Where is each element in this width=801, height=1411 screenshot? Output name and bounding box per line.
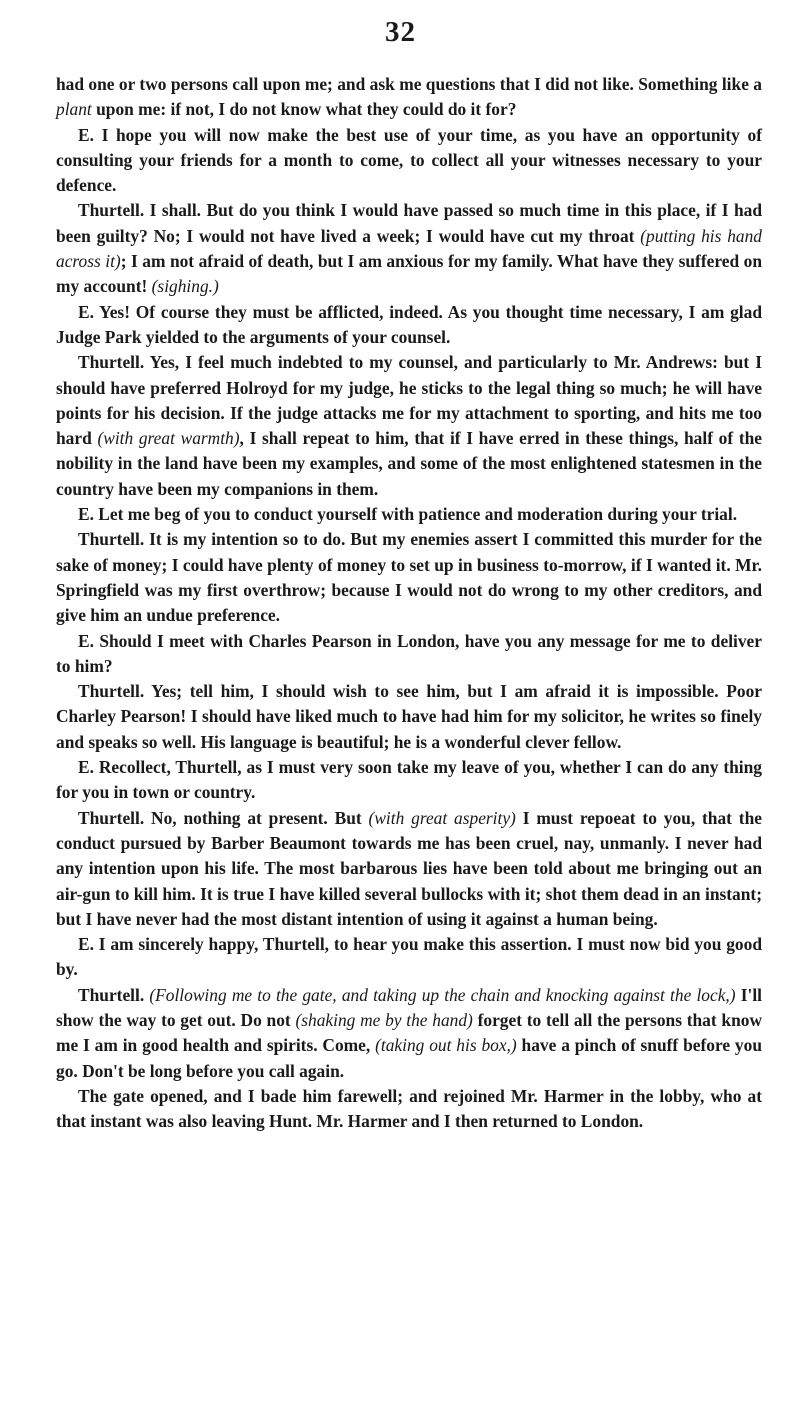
text-run: The gate opened, and I bade him farewell; and rejoined Mr. Harmer in the lobby, who at that instant was also leaving Hunt. Mr. Harmer and I then returned to London. bbox=[56, 1085, 762, 1132]
paragraph bbox=[56, 502, 762, 527]
text-run: have a pinch of snuff before you go. Don't be long before you call again. bbox=[56, 1035, 762, 1081]
stage-direction: plant bbox=[56, 99, 92, 120]
stage-direction: (Following me to the gate, and taking up the chain and knocking against the lock,) bbox=[149, 984, 736, 1005]
text-run: ; I am not afraid of death, but I am anxious for my family. What have they suffered on my account! bbox=[56, 251, 762, 297]
page-number: 32 bbox=[385, 16, 416, 48]
text-run: I must repoeat to you, that the conduct pursued by Barber Beaumont towards me has been cruel, nay, unmanly. I never had any intention upon his life. The most barbarous lies have been told about me bringing out an air-gun to kill him. It is true I have killed several bullocks with it; shot them dead in an instant; but I have never had the most distant intention of using it against a human being. bbox=[56, 807, 762, 929]
text-run: E. Recollect, Thurtell, as I must very soon take my leave of you, whether I can do any thing for you in town or country. bbox=[56, 757, 762, 803]
text-run: E. Let me beg of you to conduct yourself with patience and moderation during your trial. bbox=[78, 504, 738, 525]
paragraph bbox=[56, 300, 762, 351]
stage-direction: (with great asperity) bbox=[368, 807, 516, 828]
stage-direction: (shaking me by the hand) bbox=[295, 1009, 473, 1030]
text-run: I'll show the way to get out. Do not bbox=[56, 984, 762, 1030]
paragraph bbox=[56, 123, 762, 199]
paragraph bbox=[56, 932, 762, 983]
text-run: Thurtell. It is my intention so to do. But my enemies assert I committed this murder for the sake of money; I could have plenty of money to set up in business to-morrow, if I wanted it. Mr. Springfield was my first overthrow; because I would not do wrong to my other creditors, and give him an undue preference. bbox=[56, 529, 762, 626]
text-run: Thurtell. I shall. But do you think I would have passed so much time in this place, if I had been guilty? No; I would not have lived a week; I would have cut my throat bbox=[56, 200, 762, 246]
stage-direction: (taking out his box,) bbox=[375, 1035, 517, 1056]
text-run: Thurtell. No, nothing at present. But bbox=[78, 807, 369, 828]
body-text bbox=[56, 72, 762, 1134]
text-run: E. Should I meet with Charles Pearson in London, have you any message for me to deliver to him? bbox=[56, 630, 762, 676]
stage-direction: (sighing.) bbox=[151, 276, 219, 297]
stage-direction: (putting his hand across it) bbox=[56, 225, 762, 272]
text-run: forget to tell all the persons that know me I am in good health and spirits. Come, bbox=[56, 1009, 763, 1056]
text-run: , I shall repeat to him, that if I have erred in these things, half of the nobility in the land have been my examples, and some of the most enlightened statesmen in the country have been my companions in them. bbox=[56, 428, 763, 499]
paragraph bbox=[56, 983, 762, 1084]
text-run: E. I am sincerely happy, Thurtell, to hear you make this assertion. I must now bid you good by. bbox=[56, 934, 762, 980]
text-run: E. I hope you will now make the best use of your time, as you have an opportunity of consulting your friends for a month to come, to collect all your witnesses necessary to your defence. bbox=[56, 124, 762, 196]
text-run: Thurtell. Yes, I feel much indebted to my counsel, and particularly to Mr. Andrews: but I should have preferred Holroyd for my judge, he sticks to the legal thing so much; he will have points for his decision. If the judge attacks me for my attachment to sporting, and hits me too hard bbox=[56, 352, 762, 449]
paragraph bbox=[56, 1084, 762, 1135]
text-run: had one or two persons call upon me; and ask me questions that I did not like. Something like a bbox=[56, 74, 762, 94]
stage-direction: (with great warmth) bbox=[97, 428, 240, 449]
text-run: E. Yes! Of course they must be afflicted, indeed. As you thought time necessary, I am glad Judge Park yielded to the arguments of your counsel. bbox=[56, 301, 762, 347]
paragraph bbox=[56, 629, 762, 680]
paragraph bbox=[56, 350, 762, 502]
paragraph bbox=[56, 679, 762, 755]
text-run: Thurtell. bbox=[78, 984, 150, 1005]
paragraph bbox=[56, 755, 762, 806]
text-run: Thurtell. Yes; tell him, I should wish to see him, but I am afraid it is impossible. Poor Charley Pearson! I should have liked much to have had him for my solicitor, he writes so finely and speaks so well. His language is beautiful; he is a wonderful clever fellow. bbox=[56, 681, 762, 752]
text-run: upon me: if not, I do not know what they could do it for? bbox=[91, 99, 517, 120]
paragraph bbox=[56, 527, 762, 628]
paragraph bbox=[56, 806, 762, 932]
paragraph bbox=[56, 72, 762, 123]
paragraph bbox=[56, 198, 762, 299]
